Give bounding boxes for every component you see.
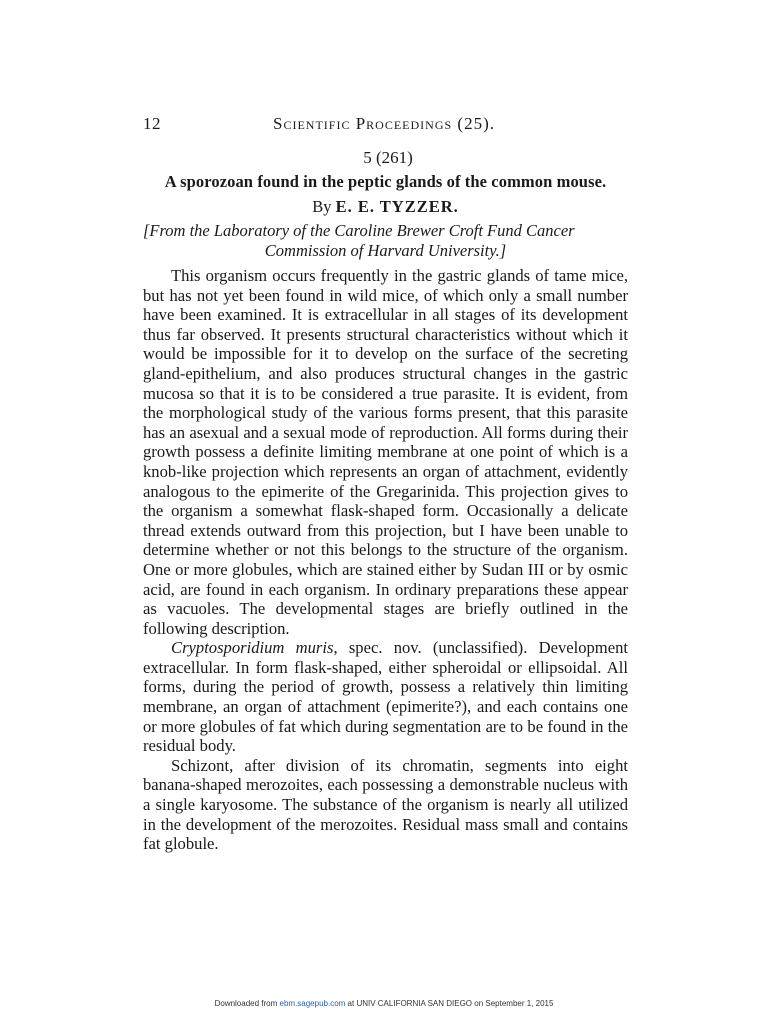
download-footer bbox=[0, 999, 768, 1008]
byline-prefix: By bbox=[312, 197, 332, 216]
footer-link[interactable]: ebm.sagepub.com bbox=[279, 999, 346, 1008]
article-body bbox=[143, 266, 628, 854]
page-number: 12 bbox=[143, 114, 161, 133]
species-name: Cryptosporidium muris bbox=[171, 638, 334, 658]
running-head bbox=[143, 114, 628, 136]
body-paragraph: This organism occurs frequently in the gastric glands of tame mice, but has not yet been found in wild mice, of which only a small number have been examined. It is extracellular in all stages of its development thus far observed. It presents structural characteristics without which it would be impossible for it to develop on the surface of the secreting gland-epithelium, and also produces structural changes in the gastric mucosa so that it is to be considered a true parasite. It is evident, from the morphological study of the various forms present, that this parasite has an asexual and a sexual mode of reproduction. All forms during their growth possess a definite limiting membrane at one point of which is a knob-like projection which represents an organ of attachment, evidently analogous to the epimerite of the Gregarinida. This projection gives to the organism a somewhat flask-shaped form. Occasionally a delicate thread extends outward from this projection, but I have been unable to determine whether or not this belongs to the structure of the organism. One or more globules, which are stained either by Sudan III or by osmic acid, are found in each organism. In ordinary preparations these appear as vacuoles. The developmental stages are briefly outlined in the following description. bbox=[143, 266, 628, 638]
running-title: Scientific Proceedings (25). bbox=[273, 114, 495, 133]
affiliation bbox=[143, 221, 628, 261]
article-number: 5 (261) bbox=[363, 148, 413, 167]
footer-suffix: at UNIV CALIFORNIA SAN DIEGO on September 1, 2015 bbox=[345, 999, 554, 1008]
body-paragraph bbox=[143, 638, 628, 756]
footer-prefix: Downloaded from bbox=[214, 999, 280, 1008]
body-paragraph: Schizont, after division of its chromatin, segments into eight banana-shaped merozoites, each possessing a demonstrable nucleus with a single karyosome. The substance of the organism is nearly all utilized in the development of the merozoites. Residual mass small and contains fat globule. bbox=[143, 755, 628, 854]
article-title: A sporozoan found in the peptic glands of the common mouse. bbox=[164, 172, 607, 191]
author-name: E. E. TYZZER. bbox=[335, 197, 459, 216]
affiliation-line-2: Commission of Harvard University.] bbox=[264, 241, 507, 260]
byline bbox=[143, 197, 628, 217]
species-description: , spec. nov. (unclassified). Development extracellular. In form flask-shaped, either spheroidal or ellipsoidal. All forms, during the period of growth, possess a relatively thin limiting membrane, an organ of attachment (epimerite?), and each contains one or more globules of fat which during segmentation are to be found in the residual body. bbox=[143, 638, 628, 756]
affiliation-line-1: [From the Laboratory of the Caroline Brewer Croft Fund Cancer bbox=[143, 221, 575, 240]
